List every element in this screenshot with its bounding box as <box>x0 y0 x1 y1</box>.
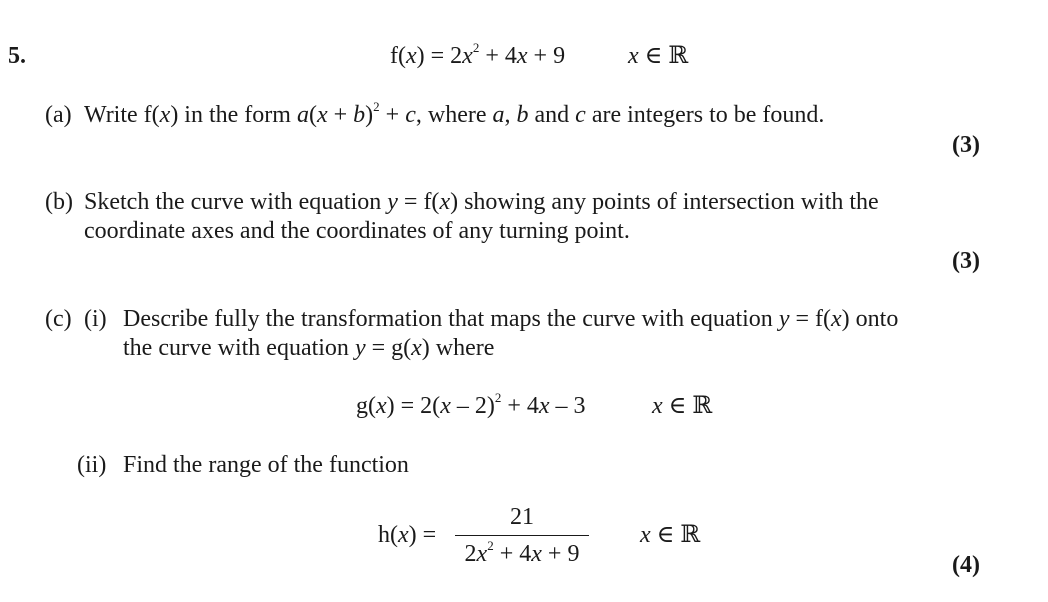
equation-h-lhs: h(x) = <box>378 522 437 548</box>
equation-h-fraction <box>455 505 589 566</box>
equation-h-domain: x ∈ ℝ <box>640 522 701 548</box>
part-b-label: (b) <box>45 189 73 215</box>
question-number: 5. <box>8 43 26 69</box>
part-c-marks: (4) <box>952 552 980 578</box>
equation-g: g(x) = 2(x – 2)$^2$ + 4x – 3 <box>356 390 586 419</box>
part-c-i-line-2: the curve with equation y = g(x) where <box>123 335 495 361</box>
fraction-bar <box>455 535 589 536</box>
equation-g-domain: x ∈ ℝ <box>652 393 713 419</box>
part-b-marks: (3) <box>952 248 980 274</box>
equation-f-domain: x ∈ ℝ <box>628 43 689 69</box>
part-a-marks: (3) <box>952 132 980 158</box>
part-c-label: (c) <box>45 306 72 332</box>
equation-f: $f(x) = 2x^2 + 4x + 9$ <box>390 40 566 69</box>
part-a-text: Write f(x) in the form $a(x + b)^2 + c$, where a, b and c are integers to be found. <box>84 99 825 128</box>
part-b-line-1: Sketch the curve with equation y = f(x) showing any points of intersection with the <box>84 189 879 215</box>
part-c-i-label: (i) <box>84 306 107 332</box>
part-c-ii-text: Find the range of the function <box>123 452 409 478</box>
fraction-numerator: 21 <box>510 504 534 530</box>
part-c-i-line-1: Describe fully the transformation that maps the curve with equation y = f(x) onto <box>123 306 899 332</box>
part-b-line-2: coordinate axes and the coordinates of any turning point. <box>84 218 630 244</box>
part-a-label: (a) <box>45 102 72 128</box>
part-c-ii-label: (ii) <box>77 452 107 478</box>
fraction-denominator: $2x^2 + 4x + 9$ <box>464 538 580 567</box>
